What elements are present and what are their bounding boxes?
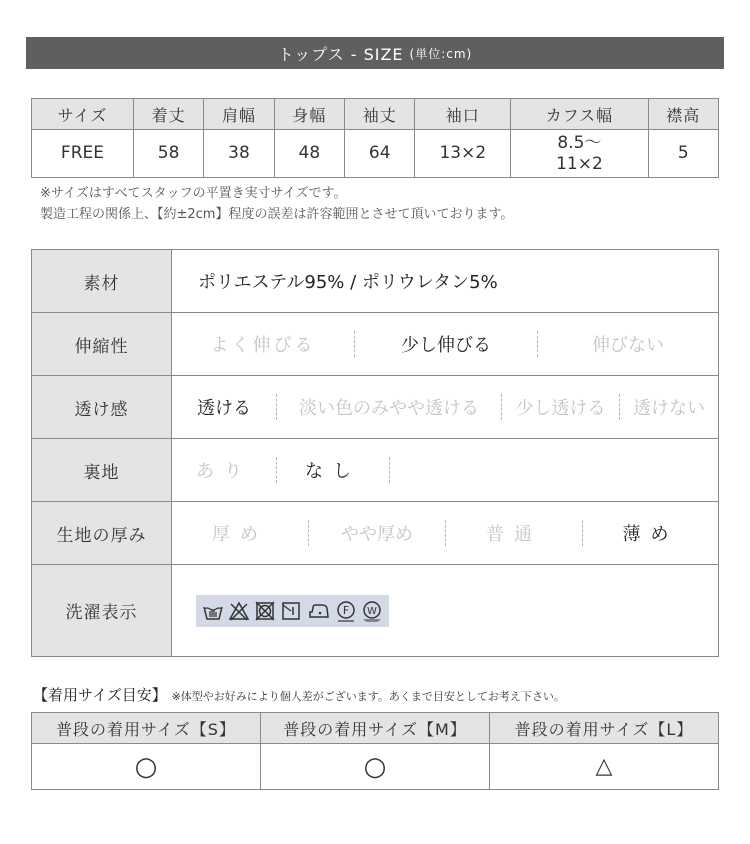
banner-unit: (単位:cm): [409, 46, 473, 61]
wet-clean-w-icon: [361, 600, 383, 622]
stretch-row: [32, 313, 719, 376]
size-notes: [40, 183, 513, 225]
fit-heading: [33, 684, 565, 705]
value-size: FREE: [32, 130, 134, 178]
stretch-label: 伸縮性: [32, 313, 172, 376]
header-width: 身幅: [274, 99, 344, 130]
thickness-option-thin: 薄め: [622, 524, 679, 545]
lining-row: [32, 439, 719, 502]
value-width: 48: [274, 130, 344, 178]
care-row: [32, 565, 719, 657]
size-banner: [26, 37, 724, 69]
lining-label: 裏地: [32, 439, 172, 502]
fit-table: [31, 712, 719, 790]
attribute-table: [31, 249, 719, 657]
lining-option-yes: あり: [172, 457, 277, 483]
thickness-row: [32, 502, 719, 565]
wet-clean-letter: W: [366, 605, 377, 617]
header-length: 着丈: [133, 99, 203, 130]
value-cuff-opening: 13×2: [415, 130, 511, 178]
stretch-option-none: 伸びない: [592, 335, 664, 356]
sheerness-row: [32, 376, 719, 439]
fit-header-s: 普段の着用サイズ【S】: [32, 713, 261, 744]
lining-option-no: なし: [277, 457, 390, 483]
note-line-1: ※サイズはすべてスタッフの平置き実寸サイズです。: [40, 186, 347, 201]
fit-mark-l: △: [595, 754, 613, 779]
note-line-2: 製造工程の関係上、【約±2cm】程度の誤差は許容範囲とさせて頂いております。: [40, 207, 514, 222]
banner-title: トップス - SIZE: [277, 44, 404, 64]
value-cuff-width-line2: 11×2: [556, 153, 603, 174]
stretch-option-slight: 少し伸びる: [355, 331, 538, 357]
sheerness-label: 透け感: [32, 376, 172, 439]
care-label: 洗濯表示: [32, 565, 172, 657]
material-label: 素材: [32, 250, 172, 313]
size-table-row: [32, 130, 719, 178]
fit-header-l: 普段の着用サイズ【L】: [490, 713, 719, 744]
thickness-option-thick: 厚め: [172, 520, 309, 546]
header-collar-height: 襟高: [648, 99, 718, 130]
line-dry-icon: [280, 600, 302, 622]
value-shoulder: 38: [204, 130, 274, 178]
fit-mark-s: ○: [134, 751, 158, 782]
value-length: 58: [133, 130, 203, 178]
value-cuff-width-line1: 8.5〜: [557, 132, 602, 153]
sheer-option-light-colors: 淡い色のみやや透ける: [277, 394, 502, 420]
header-shoulder: 肩幅: [204, 99, 274, 130]
size-table: [31, 98, 719, 178]
thickness-option-normal: 普通: [446, 520, 583, 546]
thickness-option-somewhat-thick: やや厚め: [309, 520, 446, 546]
sheer-option-slight: 少し透ける: [502, 394, 620, 420]
low-iron-icon: [307, 600, 331, 622]
fit-heading-note: ※体型やお好みにより個人差がございます。あくまで目安としてお考え下さい。: [171, 690, 565, 703]
fit-mark-m: ○: [363, 751, 387, 782]
header-size: サイズ: [32, 99, 134, 130]
fit-header-m: 普段の着用サイズ【M】: [261, 713, 490, 744]
dry-clean-f-icon: [335, 600, 357, 622]
fit-heading-title: 【着用サイズ目安】: [33, 686, 167, 704]
thickness-label: 生地の厚み: [32, 502, 172, 565]
sheer-option-none: 透けない: [633, 398, 705, 419]
fit-table-row: [32, 744, 719, 790]
dry-clean-letter: F: [342, 603, 349, 617]
value-collar-height: 5: [648, 130, 718, 178]
header-cuff-width: カフス幅: [511, 99, 648, 130]
stretch-option-high: よく伸びる: [172, 331, 355, 357]
header-cuff-opening: 袖口: [415, 99, 511, 130]
fit-table-header: [32, 713, 719, 744]
size-table-header: [32, 99, 719, 130]
value-cuff-width: [511, 130, 648, 178]
care-symbols: [196, 595, 389, 627]
material-value: ポリエステル95% / ポリウレタン5%: [198, 272, 498, 293]
hand-wash-icon: [202, 600, 224, 622]
material-row: [32, 250, 719, 313]
no-tumble-dry-icon: [254, 600, 276, 622]
no-bleach-icon: [228, 600, 250, 622]
header-sleeve: 袖丈: [345, 99, 415, 130]
sheer-option-sheer: 透ける: [172, 394, 277, 420]
value-sleeve: 64: [345, 130, 415, 178]
